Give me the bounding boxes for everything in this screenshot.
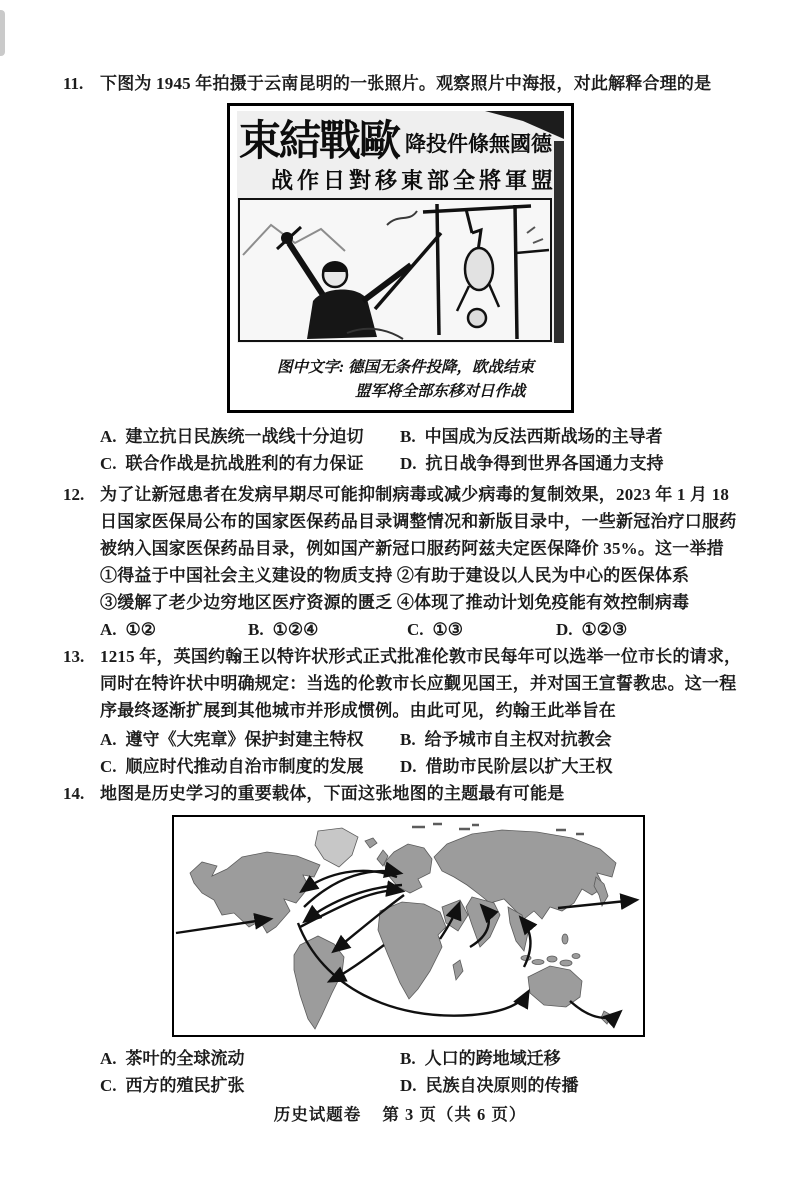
option-11-d: D. 抗日战争得到世界各国通力支持 xyxy=(400,454,664,473)
option-11-b: B. 中国成为反法西斯战场的主导者 xyxy=(400,427,663,446)
option-13-b: B. 给予城市自主权对抗教会 xyxy=(400,730,612,749)
option-14-a: A. 茶叶的全球流动 xyxy=(100,1049,245,1068)
footer-page-number: 第 3 页（共 6 页） xyxy=(382,1105,527,1124)
question-12-statements1: ①得益于中国社会主义建设的物质支持 ②有助于建设以人民为中心的医保体系 xyxy=(100,566,690,585)
poster-headline-line2: 战作日對移東部全將軍盟 xyxy=(270,168,557,193)
question-11-options xyxy=(0,423,800,477)
poster-headline-large: 束結戰歐 xyxy=(238,119,399,165)
footer-paper-title: 历史试题卷 xyxy=(273,1105,362,1124)
poster-photo-figure xyxy=(227,103,574,413)
photo-caption-line1: 图中文字: 德国无条件投降，欧战结束 xyxy=(276,359,534,376)
option-12-b: B. ①②④ xyxy=(248,620,319,639)
scan-artifact xyxy=(0,10,5,56)
photo-caption-line2: 盟军将全部东移对日作战 xyxy=(354,383,526,400)
question-12-line3: 被纳入国家医保药品目录，例如国产新冠口服药阿兹夫定医保降价 35%。这一举措 xyxy=(100,539,724,558)
option-14-b: B. 人口的跨地域迁移 xyxy=(400,1049,561,1068)
question-11-number: 11. xyxy=(63,74,84,93)
option-13-c: C. 顺应时代推动自治市制度的发展 xyxy=(100,757,364,776)
question-12 xyxy=(0,481,800,643)
option-11-c: C. 联合作战是抗战胜利的有力保证 xyxy=(100,454,364,473)
question-12-number: 12. xyxy=(63,485,85,504)
question-14-stem: 地图是历史学习的重要载体，下面这张地图的主题最有可能是 xyxy=(100,784,565,803)
option-12-a: A. ①② xyxy=(100,620,157,639)
world-map-figure xyxy=(172,815,645,1037)
option-13-a: A. 遵守《大宪章》保护封建主特权 xyxy=(100,730,364,749)
option-11-a: A. 建立抗日民族统一战线十分迫切 xyxy=(100,427,364,446)
question-11 xyxy=(0,70,800,97)
question-13 xyxy=(0,643,800,780)
option-12-c: C. ①③ xyxy=(407,620,464,639)
question-13-line1: 1215 年，英国约翰王以特许状形式正式批准伦敦市民每年可以选举一位市长的请求， xyxy=(100,647,742,666)
poster-headline-small: 降投件條無國德 xyxy=(404,132,552,156)
option-12-d: D. ①②③ xyxy=(556,620,628,639)
question-12-options xyxy=(100,616,748,643)
question-14 xyxy=(0,780,800,807)
question-13-line3: 序最终逐渐扩展到其他城市并形成惯例。由此可见，约翰王此举旨在 xyxy=(100,701,616,720)
question-12-line2: 日国家医保局公布的国家医保药品目录调整情况和新版目录中，一些新冠治疗口服药 xyxy=(100,512,737,531)
option-14-d: D. 民族自决原则的传播 xyxy=(400,1076,579,1095)
option-14-c: C. 西方的殖民扩张 xyxy=(100,1076,245,1095)
question-14-number: 14. xyxy=(63,784,85,803)
question-12-statements2: ③缓解了老少边穷地区医疗资源的匮乏 ④体现了推动计划免疫能有效控制病毒 xyxy=(100,593,690,612)
poster-illustration xyxy=(239,199,551,341)
question-12-line1: 为了让新冠患者在发病早期尽可能抑制病毒或减少病毒的复制效果，2023 年 1 月 18 xyxy=(100,485,730,504)
question-13-line2: 同时在特许状中明确规定：当选的伦敦市长应觐见国王，并对国王宣誓教忠。这一程 xyxy=(100,674,737,693)
page-footer xyxy=(0,1101,800,1125)
question-14-options xyxy=(0,1045,800,1099)
option-13-d: D. 借助市民阶层以扩大王权 xyxy=(400,757,613,776)
question-11-stem: 下图为 1945 年拍摄于云南昆明的一张照片。观察照片中海报，对此解释合理的是 xyxy=(100,74,712,93)
question-13-number: 13. xyxy=(63,647,85,666)
